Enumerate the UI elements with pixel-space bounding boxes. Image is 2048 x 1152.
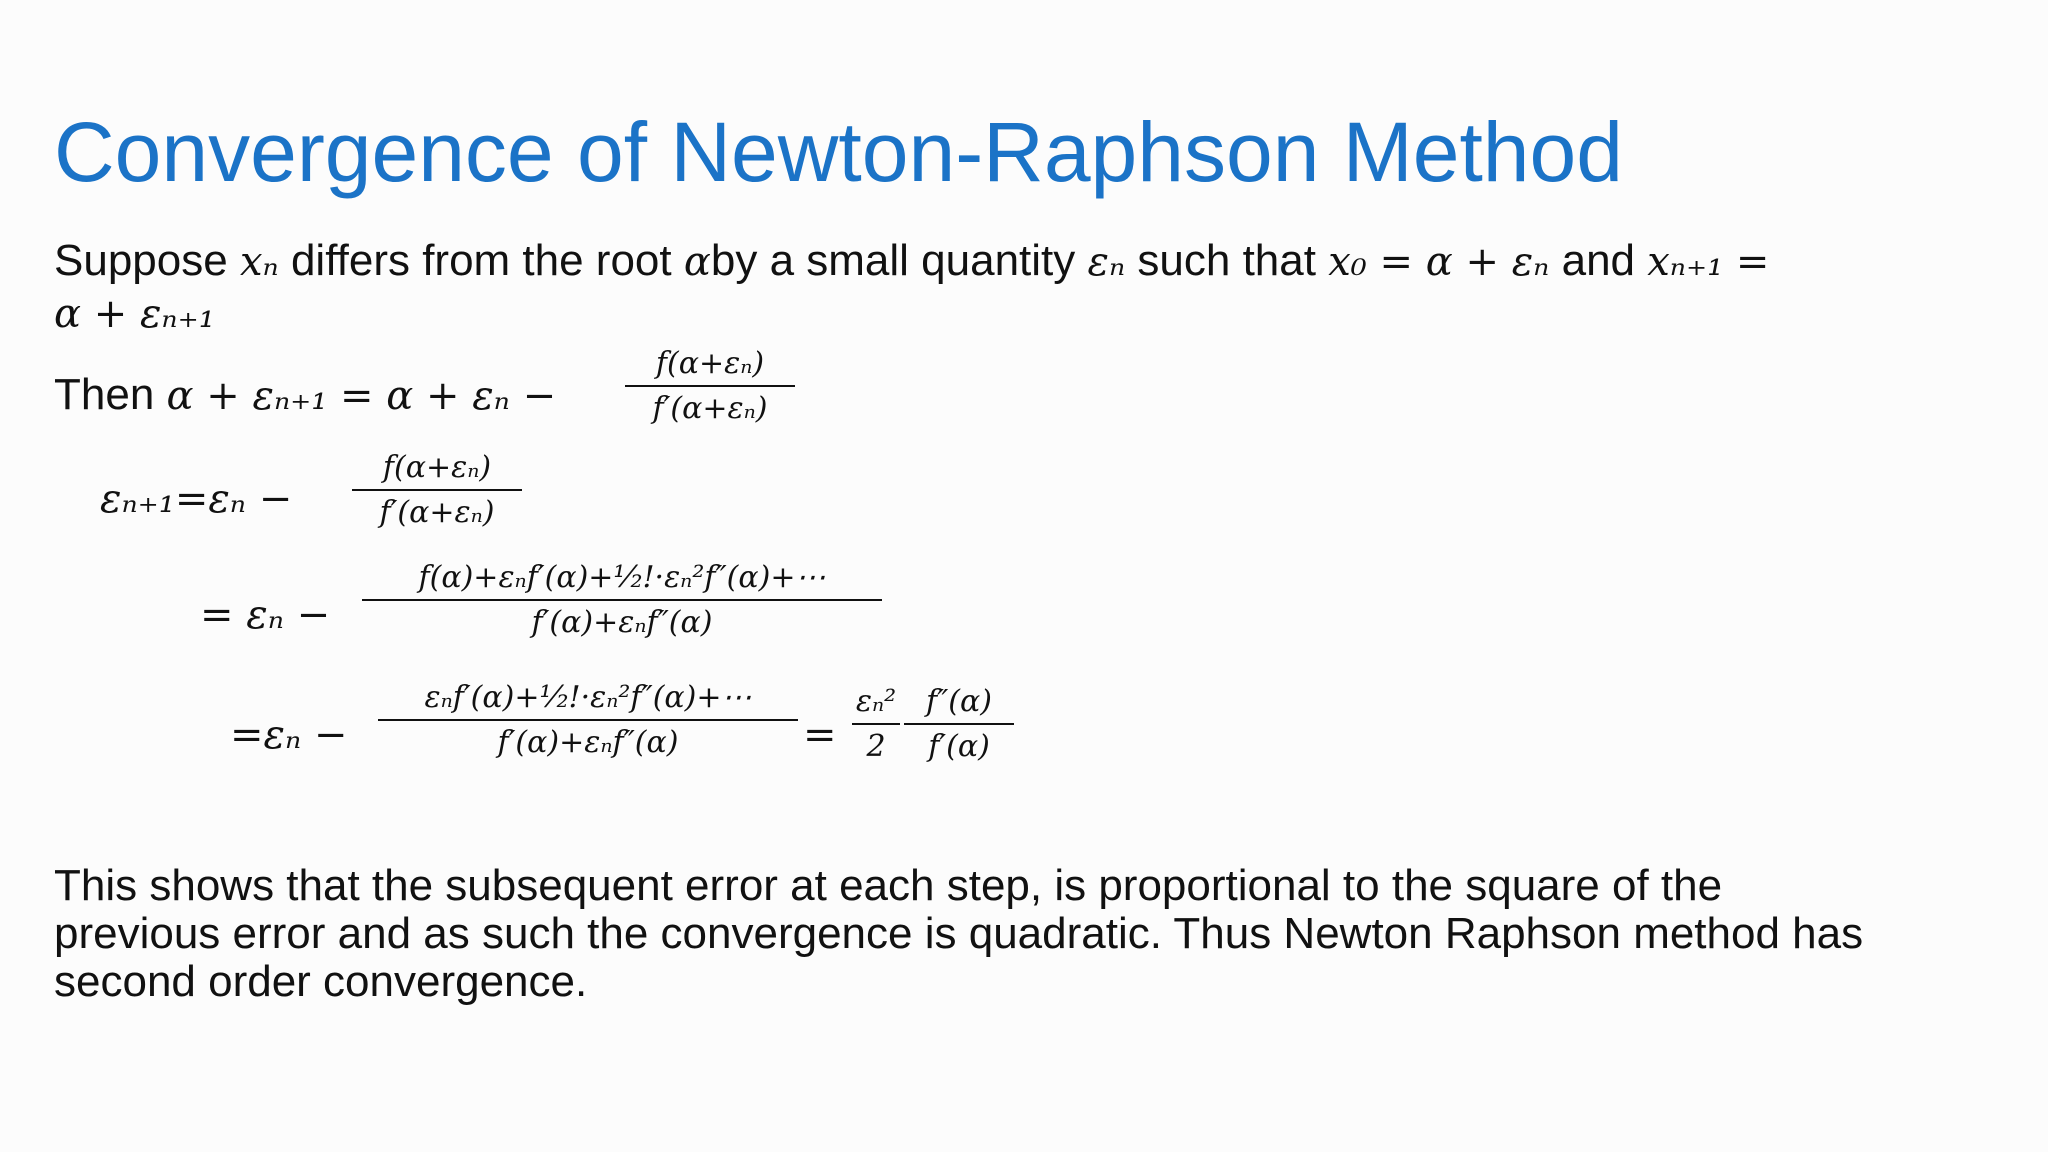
fraction-bar — [904, 723, 1014, 725]
eq1-numerator: f(α+εₙ) — [382, 450, 492, 485]
eq3-ratio-denominator: f′(α) — [928, 729, 990, 764]
conclusion-paragraph — [54, 862, 1994, 1006]
eq1-fraction — [352, 450, 522, 530]
conclusion-line-3: second order convergence. — [54, 957, 588, 1006]
intro-text-d: such that — [1125, 236, 1329, 285]
intro-text-b: differs from the root — [278, 236, 684, 285]
slide-title: Convergence of Newton-Raphson Method — [54, 105, 1623, 199]
then-fraction — [625, 346, 795, 426]
intro-math-epsilon: εₙ — [1087, 239, 1126, 285]
eq3-fraction — [378, 680, 798, 760]
eq3-denominator: f′(α)+εₙf″(α) — [497, 725, 679, 760]
then-text: Then — [54, 370, 167, 419]
intro-text-a: Suppose — [54, 236, 240, 285]
eq2-numerator: f(α)+εₙf′(α)+¹⁄₂!·εₙ²f″(α)+⋯ — [418, 560, 826, 595]
then-line — [54, 370, 556, 419]
fraction-bar — [852, 723, 900, 725]
eq3-half-numerator: εₙ² — [855, 684, 897, 719]
then-fraction-denominator: f′(α+εₙ) — [652, 391, 768, 426]
fraction-bar — [378, 719, 798, 721]
conclusion-line-1: This shows that the subsequent error at each step, is proportional to the square of the — [54, 861, 1723, 910]
fraction-bar — [625, 385, 795, 387]
fraction-bar — [352, 489, 522, 491]
eq3-ratio-fraction — [904, 684, 1014, 764]
eq1-lhs: εₙ₊₁=εₙ − — [100, 476, 293, 522]
intro-math-xn1: xₙ₊₁ = — [1647, 239, 1770, 285]
eq2-denominator: f′(α)+εₙf″(α) — [531, 605, 713, 640]
intro-line-1 — [54, 236, 1769, 285]
eq3-half-fraction — [852, 684, 900, 764]
intro-line-2 — [54, 288, 215, 337]
then-lhs: α + εₙ₊₁ = α + εₙ − — [166, 373, 557, 419]
intro-text-c: by a small quantity — [710, 236, 1088, 285]
eq2-fraction — [362, 560, 882, 640]
then-fraction-numerator: f(α+εₙ) — [655, 346, 765, 381]
eq2-lhs: = εₙ − — [200, 592, 331, 638]
eq3-equals: = — [803, 712, 837, 758]
intro-math-xn: xₙ — [239, 239, 279, 285]
intro-text-e: and — [1549, 236, 1648, 285]
eq3-numerator: εₙf′(α)+¹⁄₂!·εₙ²f″(α)+⋯ — [424, 680, 752, 715]
intro-math-x0: x₀ = α + εₙ — [1328, 239, 1550, 285]
eq1-denominator: f′(α+εₙ) — [379, 495, 495, 530]
fraction-bar — [362, 599, 882, 601]
conclusion-line-2: previous error and as such the convergence is quadratic. Thus Newton Raphson method has — [54, 909, 1864, 958]
eq3-ratio-numerator: f″(α) — [926, 684, 992, 719]
eq3-half-denominator: 2 — [866, 729, 886, 764]
intro-math-alpha: α — [683, 239, 711, 285]
eq3-lhs: =εₙ − — [230, 712, 348, 758]
intro-math-alpha-eps: α + εₙ₊₁ — [54, 291, 215, 337]
